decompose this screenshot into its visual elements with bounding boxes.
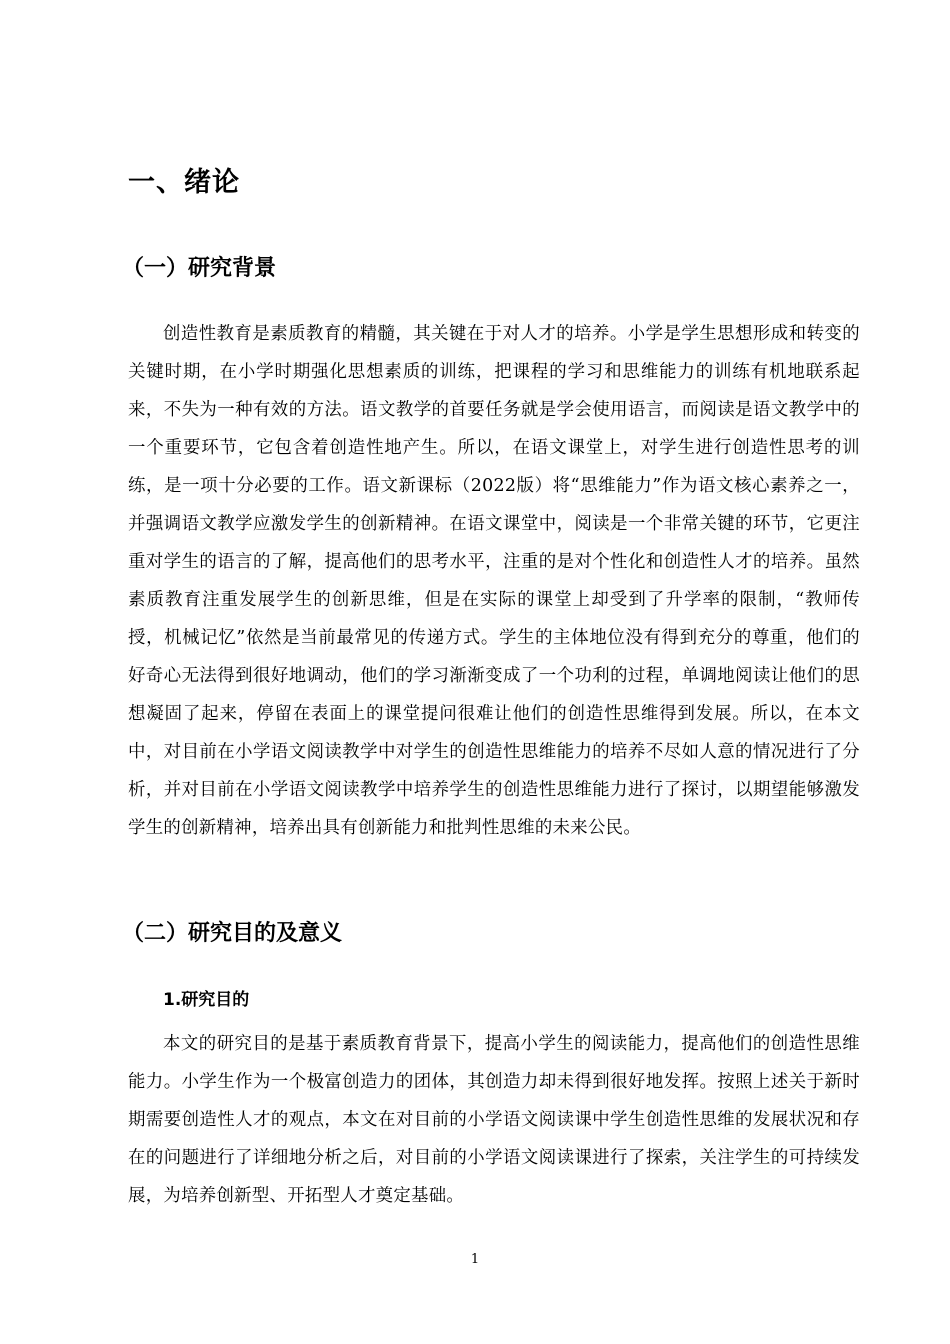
section-heading-purpose-significance: （二）研究目的及意义 [122, 921, 343, 946]
purpose-paragraph: 本文的研究目的是基于素质教育背景下，提高小学生的阅读能力，提高他们的创造性思维能力。小学生作为一个极富创造力的团体，其创造力却未得到很好地发挥。按照上述关于新时期需要创造性人才的观点，本文在对目前的小学语文阅读课中学生创造性思维的发展状况和存在的问题进行了详细地分析之后，对目前的小学语文阅读课进行了探索，关注学生的可持续发展，为培养创新型、开拓型人才奠定基础。 [128, 1034, 860, 1206]
subsection-heading-purpose: 1.研究目的 [163, 990, 250, 1010]
page-number: 1 [470, 1252, 480, 1267]
chapter-title: 一、绪论 [128, 167, 240, 198]
section-heading-background: （一）研究背景 [122, 256, 277, 281]
background-paragraph: 创造性教育是素质教育的精髓，其关键在于对人才的培养。小学是学生思想形成和转变的关键时期，在小学时期强化思想素质的训练，把课程的学习和思维能力的训练有机地联系起来，不失为一种有效的方法。语文教学的首要任务就是学会使用语言，而阅读是语文教学中的一个重要环节，它包含着创造性地产生。所以，在语文课堂上，对学生进行创造性思考的训练，是一项十分必要的工作。语文新课标（2022版）将“思维能力”作为语文核心素养之一，并强调语文教学应激发学生的创新精神。在语文课堂中，阅读是一个非常关键的环节，它更注重对学生的语言的了解，提高他们的思考水平，注重的是对个性化和创造性人才的培养。虽然素质教育注重发展学生的创新思维，但是在实际的课堂上却受到了升学率的限制，“教师传授，机械记忆”依然是当前最常见的传递方式。学生的主体地位没有得到充分的尊重，他们的好奇心无法得到很好地调动，他们的学习渐渐变成了一个功利的过程，单调地阅读让他们的思想凝固了起来，停留在表面上的课堂提问很难让他们的创造性思维得到发展。所以，在本文中，对目前在小学语文阅读教学中对学生的创造性思维能力的培养不尽如人意的情况进行了分析，并对目前在小学语文阅读教学中培养学生的创造性思维能力进行了探讨，以期望能够激发学生的创新精神，培养出具有创新能力和批判性思维的未来公民。 [128, 324, 860, 838]
